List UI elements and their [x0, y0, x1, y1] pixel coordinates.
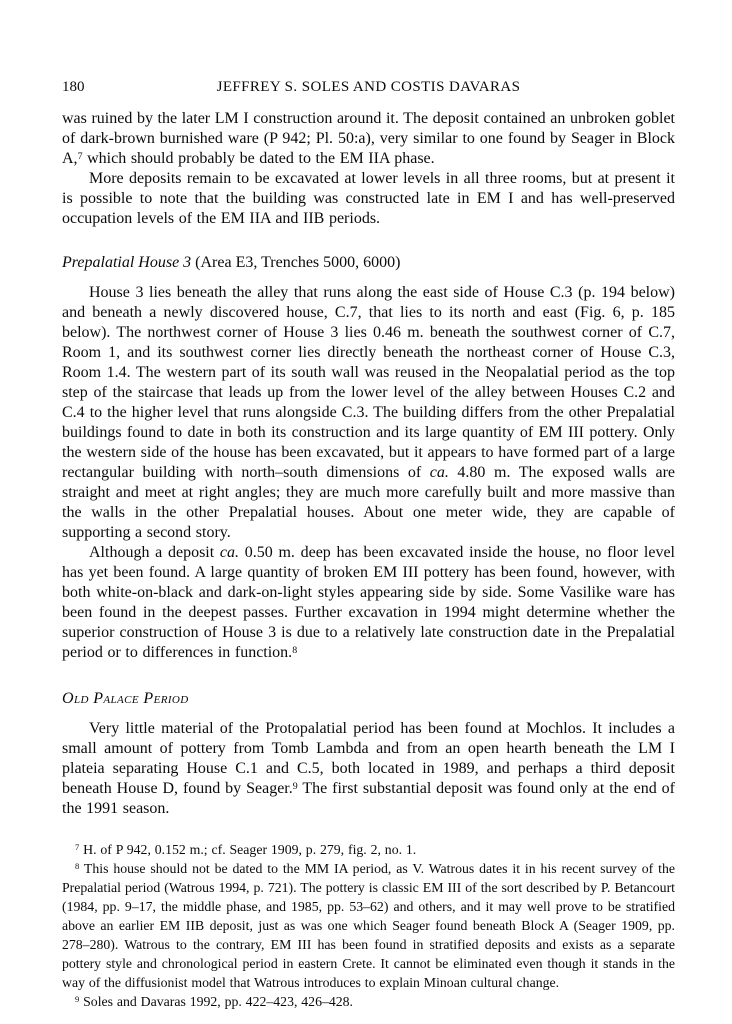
section-heading-prepalatial-house-3: Prepalatial House 3 (Area E3, Trenches 5000, 6000)	[62, 254, 401, 271]
footnote-8: $^8$ This house should not be dated to the MM IA period, as V. Watrous dates it in his recent survey of the Prepalatial period (Watrous 1994, p. 721). The pottery is classic EM III of the sort described by P. Betancourt (1984, pp. 9–17, the middle phase, and 1985, pp. 53–62) and others, and it may well prove to be stratified above an earlier EM IIB deposit, just as was one which Seager found beneath Block A (Seager 1909, pp. 278–280). Watrous to the contrary, EM III has been found in stratified deposits and exists as a separate pottery style and chronological period in eastern Crete. It cannot be eliminated even though it stands in the way of the diffusionist model that Watrous introduces to explain Minoan cultural change.	[62, 861, 675, 990]
footnote-9: $^9$ Soles and Davaras 1992, pp. 422–423, 426–428.	[75, 994, 354, 1009]
footnotes-section	[62, 840, 675, 1011]
paragraph-house3-excavation: Although a deposit ca. 0.50 m. deep has been excavated inside the house, no floor level has yet been found. A large quantity of broken EM III pottery has been found, however, with both white-on-black and dark-on-light styles appearing side by side. Some Vasilike ware has been found in the deepest passes. Further excavation in 1994 might determine whether the superior construction of House 3 is due to a relatively late construction date in the Prepalatial period or to differences in function.$^8$	[62, 544, 675, 661]
page-header	[62, 78, 675, 96]
running-title: JEFFREY S. SOLES AND COSTIS DAVARAS	[216, 79, 521, 95]
footnote-7: $^7$ H. of P 942, 0.152 m.; cf. Seager 1909, p. 279, fig. 2, no. 1.	[75, 842, 417, 857]
paragraph-more-deposits: More deposits remain to be excavated at lower levels in all three rooms, but at present it is possible to note that the building was constructed late in EM I and has well-preserved occupation levels of the EM IIA and IIB periods.	[62, 170, 675, 227]
page-number: 180	[62, 79, 85, 95]
paragraph-old-palace: Very little material of the Protopalatial period has been found at Mochlos. It includes a small amount of pottery from Tomb Lambda and from an open hearth beneath the LM I plateia separating House C.1 and C.5, both located in 1989, and perhaps a third deposit beneath House D, found by Seager.$^9$ The first substantial deposit was found only at the end of the 1991 season.	[62, 720, 676, 817]
section-heading-old-palace-period: Old Palace Period	[62, 690, 189, 707]
article-body	[62, 109, 675, 819]
paragraph-em-deposit-continuation: was ruined by the later LM I construction around it. The deposit contained an unbroken goblet of dark-brown burnished ware (P 942; Pl. 50:a), very similar to one found by Seager in Block A,$^7$ which should probably be dated to the EM IIA phase.	[62, 110, 675, 167]
paragraph-house3-description: House 3 lies beneath the alley that runs along the east side of House C.3 (p. 194 below) and beneath a newly discovered house, C.7, that lies to its north and east (Fig. 6, p. 185 below). The northwest corner of House 3 lies 0.46 m. beneath the southwest corner of C.7, Room 1, and its southwest corner lies directly beneath the northeast corner of House C.3, Room 1.4. The western part of its south wall was reused in the Neopalatial period as the top step of the staircase that leads up from the lower level of the alley between Houses C.2 and C.4 to the higher level that runs alongside C.3. The building differs from the other Prepalatial buildings found to date in both its construction and its large quantity of EM III pottery. Only the western side of the house has been excavated, but it appears to have formed part of a large rectangular building with north–south dimensions of ca. 4.80 m. The exposed walls are straight and meet at right angles; they are much more carefully built and more massive than the walls in the other Prepalatial houses. About one meter wide, they are capable of supporting a second story.	[62, 284, 675, 541]
